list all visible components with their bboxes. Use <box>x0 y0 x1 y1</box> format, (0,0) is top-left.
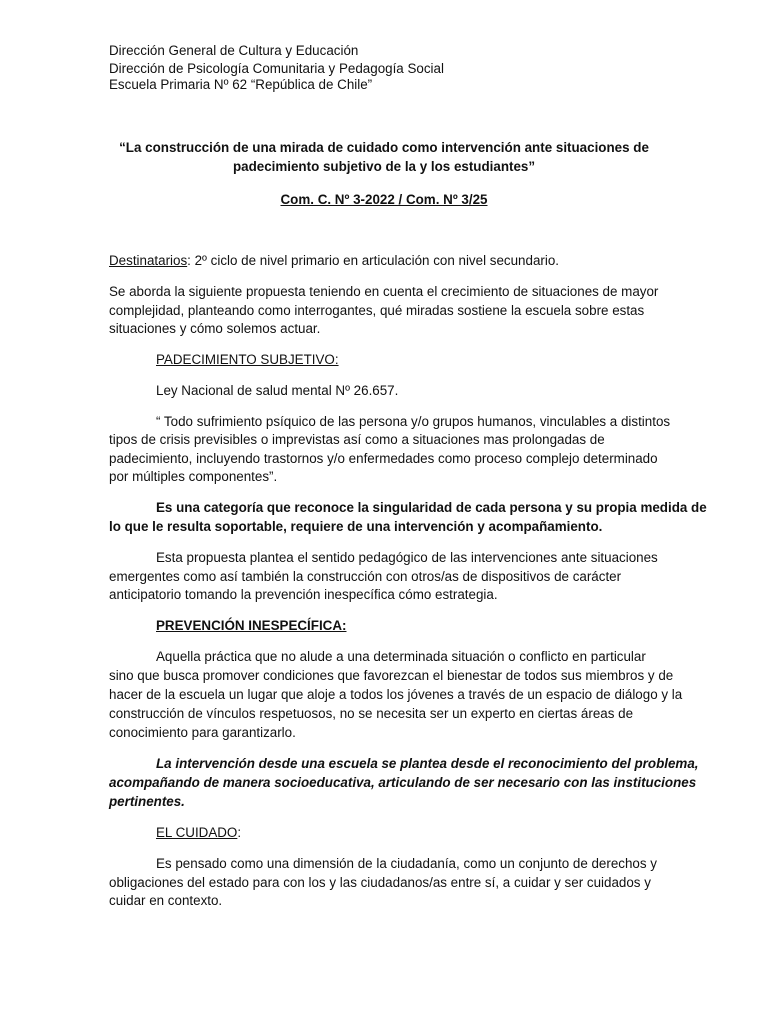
section-heading-colon: : <box>237 825 242 840</box>
bold-statement-line-1: Es una categoría que reconoce la singularidad de cada persona y su propia medida de <box>156 500 707 515</box>
quote-line-2: tipos de crisis previsibles o imprevistas así como a situaciones mas prolongadas de <box>109 432 605 447</box>
recipients-line <box>109 252 559 269</box>
care-line-1: Es pensado como una dimensión de la ciudadanía, como un conjunto de derechos y <box>156 856 657 871</box>
italic-statement-line-3: pertinentes. <box>109 794 185 809</box>
quote-line-1: “ Todo sufrimiento psíquico de las persona y/o grupos humanos, vinculables a distintos <box>156 414 671 429</box>
prevention-line-3: hacer de la escuela un lugar que aloje a todos los jóvenes a través de un espacio de diálogo y la <box>109 687 683 702</box>
section-heading-cuidado: EL CUIDADO <box>156 825 238 840</box>
prevention-line-1: Aquella práctica que no alude a una determinada situación o conflicto en particular <box>156 649 646 664</box>
quote-line-3: padecimiento, incluyendo trastornos y/o enfermedades como proceso complejo determinado <box>109 451 658 466</box>
care-line-2: obligaciones del estado para con los y las ciudadanos/as entre sí, a cuidar y ser cuidados y <box>109 875 651 890</box>
recipients-text: : 2º ciclo de nivel primario en articulación con nivel secundario. <box>187 253 559 268</box>
header-line-1: Dirección General de Cultura y Educación <box>109 43 359 58</box>
recipients-label: Destinatarios <box>109 253 188 268</box>
intro-line-1: Se aborda la siguiente propuesta teniendo en cuenta el crecimiento de situaciones de mayor <box>109 284 659 299</box>
proposal-line-3: anticipatorio tomando la prevención inespecífica cómo estrategia. <box>109 587 498 602</box>
header-line-3: Escuela Primaria Nº 62 “República de Chile” <box>109 77 373 92</box>
title-line-1: “La construcción de una mirada de cuidado como intervención ante situaciones de <box>119 140 649 155</box>
proposal-line-2: emergentes como así también la construcción con otros/as de dispositivos de carácter <box>109 569 622 584</box>
intro-line-2: complejidad, planteando como interrogantes, qué miradas sostiene la escuela sobre estas <box>109 303 645 318</box>
title-line-2: padecimiento subjetivo de la y los estudiantes” <box>232 159 536 174</box>
care-line-3: cuidar en contexto. <box>109 893 223 908</box>
section-heading-prevencion: PREVENCIÓN INESPECÍFICA: <box>156 618 347 633</box>
prevention-line-5: conocimiento para garantizarlo. <box>109 725 296 740</box>
quote-line-4: por múltiples componentes”. <box>109 469 278 484</box>
header-line-2: Dirección de Psicología Comunitaria y Pedagogía Social <box>109 61 444 76</box>
title-reference: Com. C. Nº 3-2022 / Com. Nº 3/25 <box>280 192 488 207</box>
section-heading-padecimiento: PADECIMIENTO SUBJETIVO: <box>156 352 339 367</box>
prevention-line-4: construcción de vínculos respetuosos, no se necesita ser un experto en ciertas áreas de <box>109 706 634 721</box>
italic-statement-line-1: La intervención desde una escuela se plantea desde el reconocimiento del problema, <box>156 756 699 771</box>
prevention-line-2: sino que busca promover condiciones que favorezcan el bienestar de todos sus miembros y de <box>109 668 674 683</box>
section-heading-cuidado-line <box>156 824 241 841</box>
law-reference: Ley Nacional de salud mental Nº 26.657. <box>156 383 399 398</box>
bold-statement-line-2: lo que le resulta soportable, requiere de una intervención y acompañamiento. <box>109 519 603 534</box>
proposal-line-1: Esta propuesta plantea el sentido pedagógico de las intervenciones ante situaciones <box>156 550 658 565</box>
intro-line-3: situaciones y cómo solemos actuar. <box>109 321 321 336</box>
italic-statement-line-2: acompañando de manera socioeducativa, articulando de ser necesario con las instituciones <box>109 775 697 790</box>
